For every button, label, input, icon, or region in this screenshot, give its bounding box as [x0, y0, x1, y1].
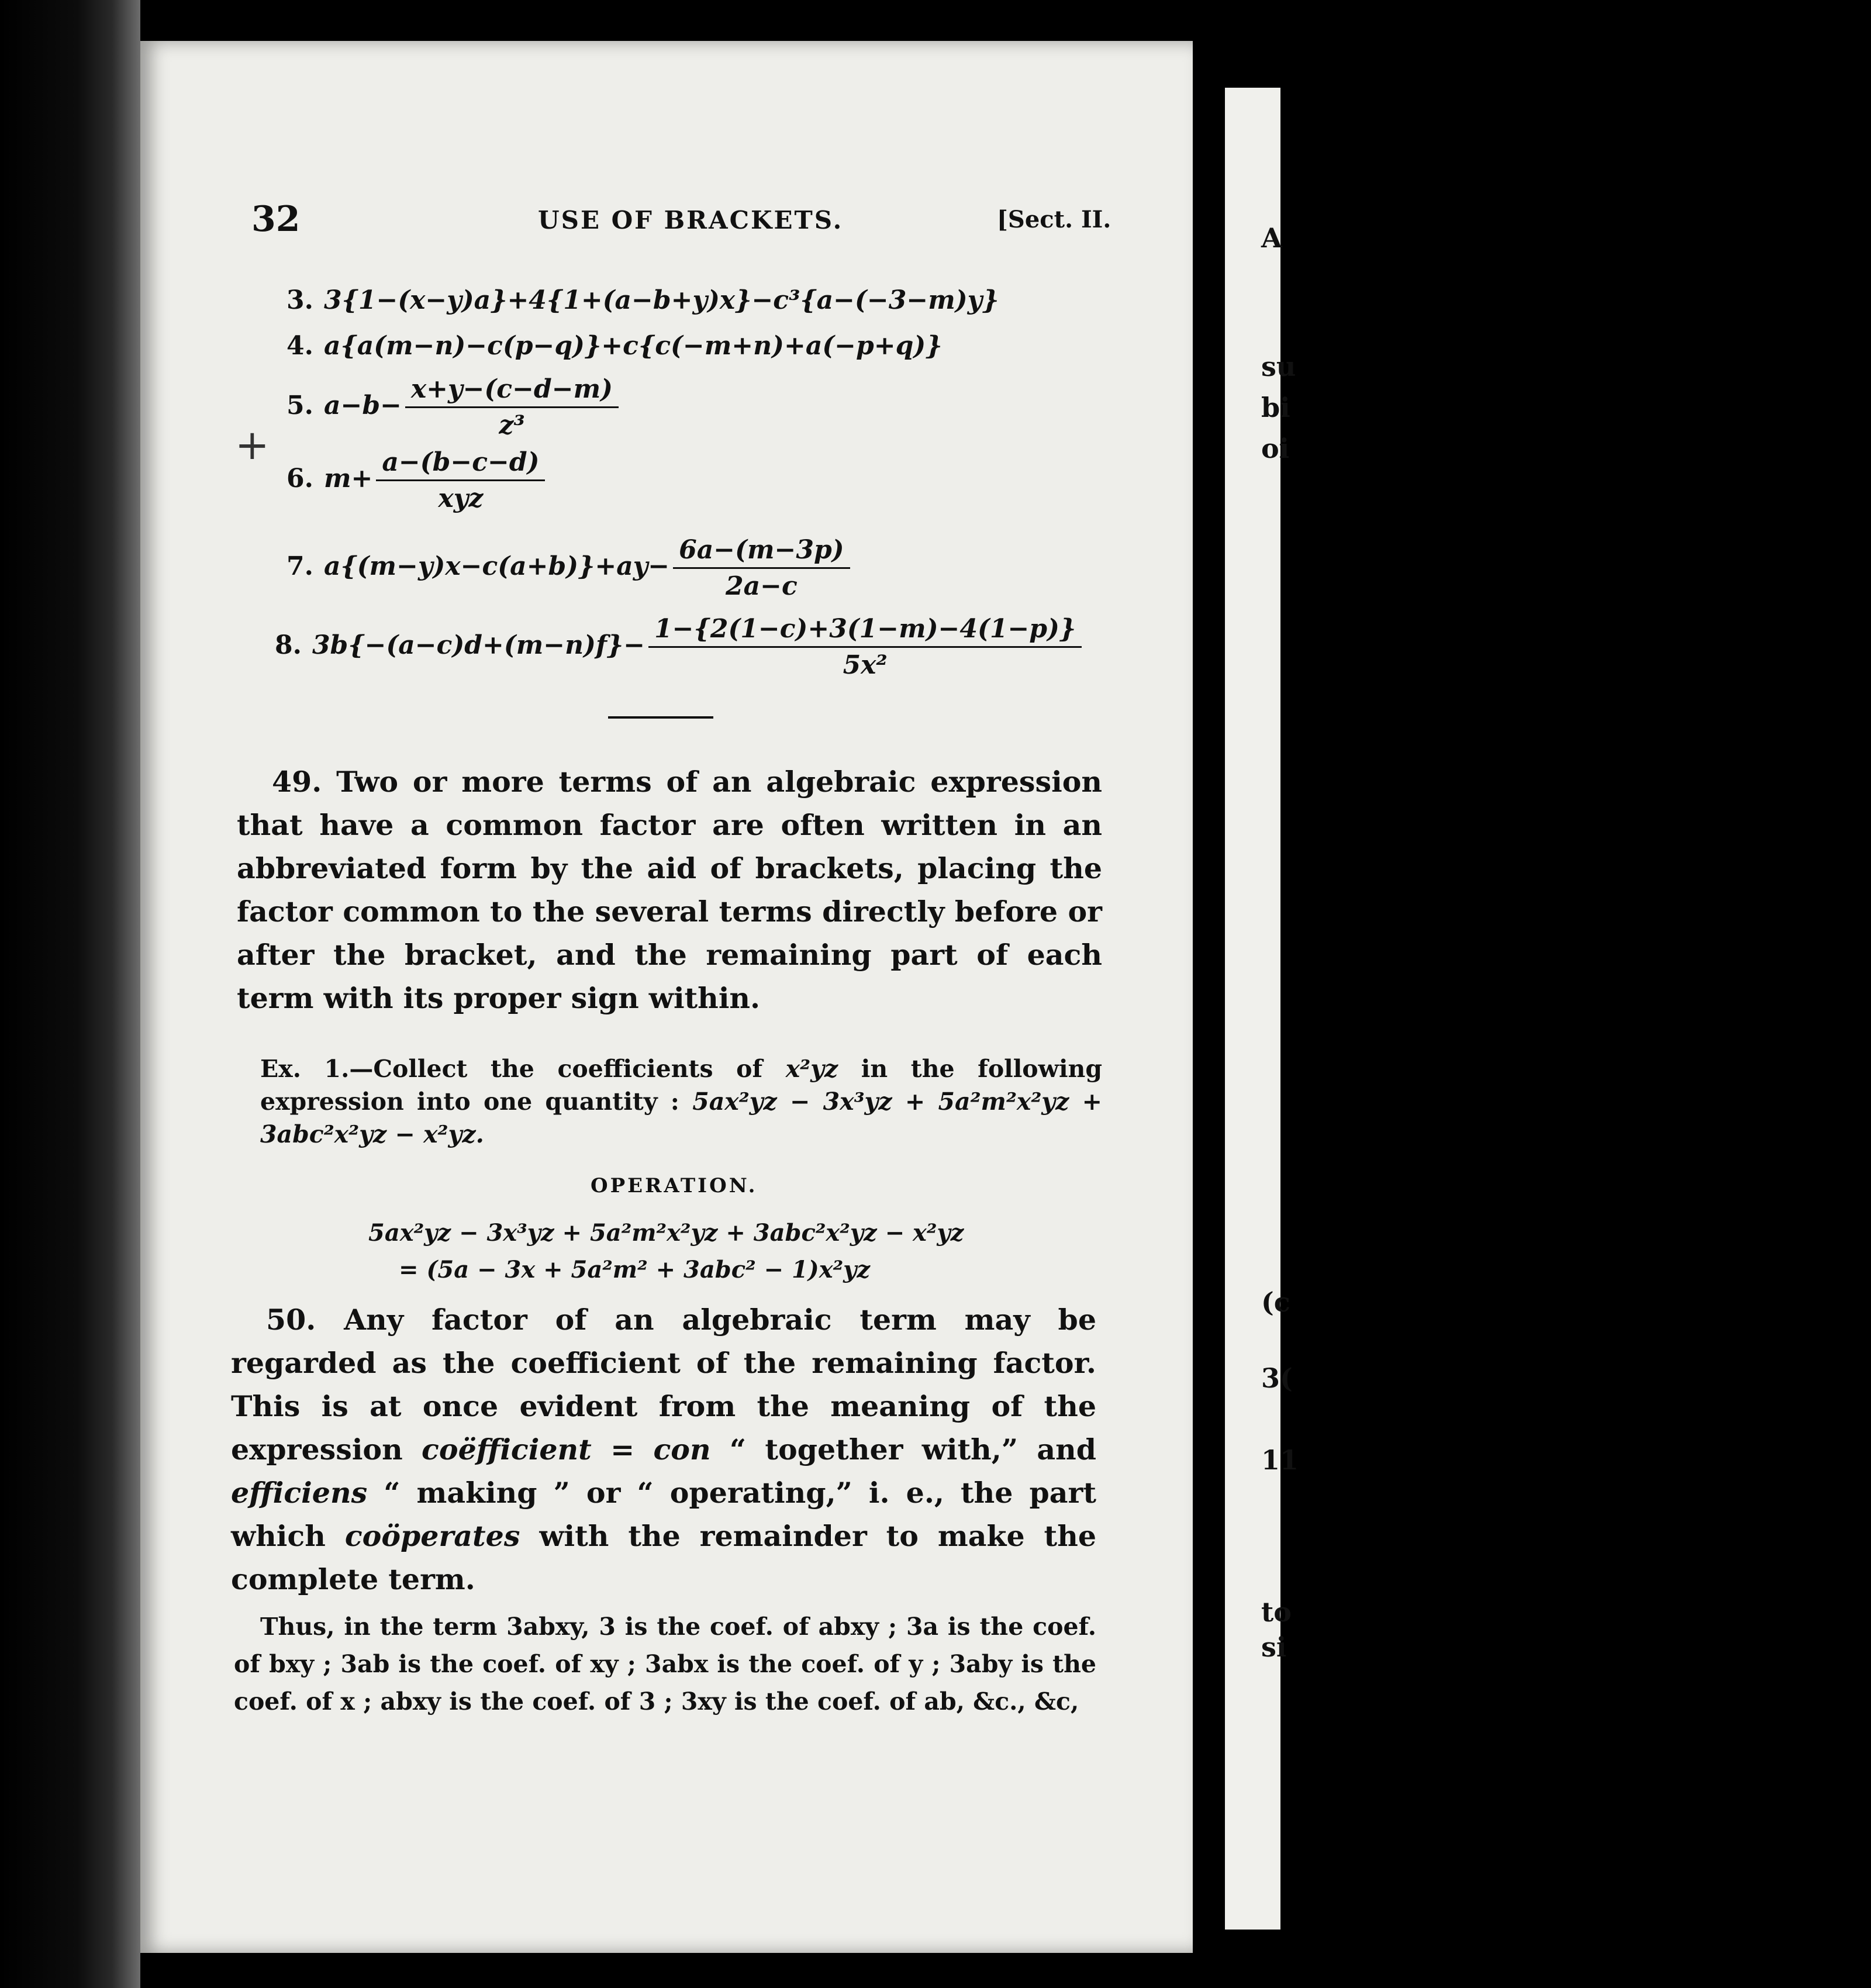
facing-page-edge	[1225, 88, 1299, 1930]
exercise-3	[286, 285, 999, 315]
example-expression: 5ax²yz − 3x³yz + 5a²m²x²yz + 3abc²x²yz − x²yz.	[260, 1088, 1103, 1148]
facing-page-fragment: 11	[1261, 1444, 1299, 1476]
facing-page-fragment: si	[1261, 1631, 1287, 1663]
paragraph-number: 49.	[272, 765, 322, 799]
facing-page-fragment: (c	[1261, 1286, 1290, 1318]
term-coefficient: coëfficient	[422, 1433, 592, 1466]
example-term: x²yz	[785, 1055, 838, 1083]
facing-page-fragment: 3(	[1261, 1362, 1293, 1394]
term-cooperates: coöperates	[344, 1519, 520, 1553]
paragraph-49	[237, 760, 1102, 1020]
example-1	[260, 1052, 1102, 1151]
facing-page-fragment: bi	[1261, 392, 1290, 423]
exercise-4	[286, 331, 943, 361]
fraction-denominator: 2a−c	[725, 571, 798, 601]
example-text: Collect the coefficients of	[373, 1055, 786, 1083]
exercise-number: 4.	[286, 331, 313, 361]
exercise-5	[286, 374, 622, 440]
fraction	[376, 447, 545, 513]
paragraph-text: Any factor of an algebraic term may be regarded as the coefficient of the remaining factor. This is at once evident from the meaning of the expression	[231, 1303, 1096, 1466]
section-divider	[608, 716, 713, 719]
exercise-lead: m+	[323, 464, 373, 493]
operation-title: OPERATION.	[591, 1174, 758, 1197]
page-header	[251, 199, 1128, 246]
exercise-number: 7.	[286, 551, 313, 581]
paragraph-text: with the remainder to make the complete term.	[231, 1519, 1096, 1596]
operation-line-2: = (5a − 3x + 5a²m² + 3abc² − 1)x²yz	[399, 1256, 871, 1283]
pencil-mark: +	[235, 421, 270, 469]
fraction-denominator: 5x²	[843, 650, 888, 680]
exercise-lead: a−b−	[323, 391, 402, 420]
fraction-numerator: 1−{2(1−c)+3(1−m)−4(1−p)}	[648, 614, 1082, 648]
fraction-numerator: 6a−(m−3p)	[673, 535, 850, 569]
operation-line-1: 5ax²yz − 3x³yz + 5a²m²x²yz + 3abc²x²yz − x²yz	[368, 1219, 964, 1247]
fraction	[673, 535, 850, 601]
fraction-denominator: z³	[499, 410, 525, 440]
facing-page-fragment: to	[1261, 1596, 1292, 1628]
exercise-number: 6.	[286, 464, 313, 493]
term-efficiens: efficiens	[231, 1476, 368, 1510]
facing-page-fragment: oi	[1261, 433, 1290, 464]
page-number: 32	[251, 199, 301, 240]
fraction-denominator: xyz	[438, 484, 484, 513]
fraction	[648, 614, 1082, 680]
example-text: in the following expression into one quantity :	[260, 1055, 1103, 1116]
exercise-lead: 3b{−(a−c)d+(m−n)f}−	[312, 630, 645, 660]
exercise-expression: 3{1−(x−y)a}+4{1+(a−b+y)x}−c³{a−(−3−m)y}	[323, 285, 999, 315]
paragraph-50	[231, 1298, 1096, 1601]
section-reference: [Sect. II.	[997, 206, 1111, 233]
term-con: con	[653, 1433, 711, 1466]
exercise-lead: a{(m−y)x−c(a+b)}+ay−	[323, 551, 670, 581]
paragraph-number: 50.	[266, 1303, 316, 1337]
fraction-numerator: x+y−(c−d−m)	[405, 374, 619, 408]
facing-page-fragment: A	[1261, 222, 1282, 254]
exercise-number: 3.	[286, 285, 313, 315]
paragraph-text: =	[591, 1433, 654, 1466]
paragraph-text: “ together with,” and	[710, 1433, 1096, 1466]
exercise-number: 5.	[286, 391, 313, 420]
book-gutter	[0, 0, 140, 1988]
exercise-expression: a{a(m−n)−c(p−q)}+c{c(−m+n)+a(−p+q)}	[323, 331, 943, 361]
exercise-6	[286, 447, 548, 513]
running-title: USE OF BRACKETS.	[538, 206, 844, 234]
exercise-8	[275, 614, 1085, 680]
example-label: Ex. 1.—	[260, 1055, 374, 1083]
exercise-7	[286, 535, 854, 601]
fraction-numerator: a−(b−c−d)	[376, 447, 545, 481]
paragraph-text: Two or more terms of an algebraic expression that have a common factor are often written in an abbreviated form by the aid of brackets, placing the factor common to the several terms directly before or after the bracket, and the remaining part of each term with its proper sign within.	[237, 765, 1103, 1015]
paragraph-text: “ making ” or “ operating,” i. e., the part which	[231, 1476, 1096, 1553]
facing-page-fragment: su	[1261, 351, 1296, 382]
exercise-number: 8.	[275, 630, 302, 660]
thus-paragraph: Thus, in the term 3abxy, 3 is the coef. of abxy ; 3a is the coef. of bxy ; 3ab is the coef. of xy ; 3abx is the coef. of y ; 3aby is the coef. of x ; abxy is the coef. of 3 ; 3xy is the coef. of ab, &c., &c,	[234, 1613, 1096, 1716]
fraction	[405, 374, 619, 440]
